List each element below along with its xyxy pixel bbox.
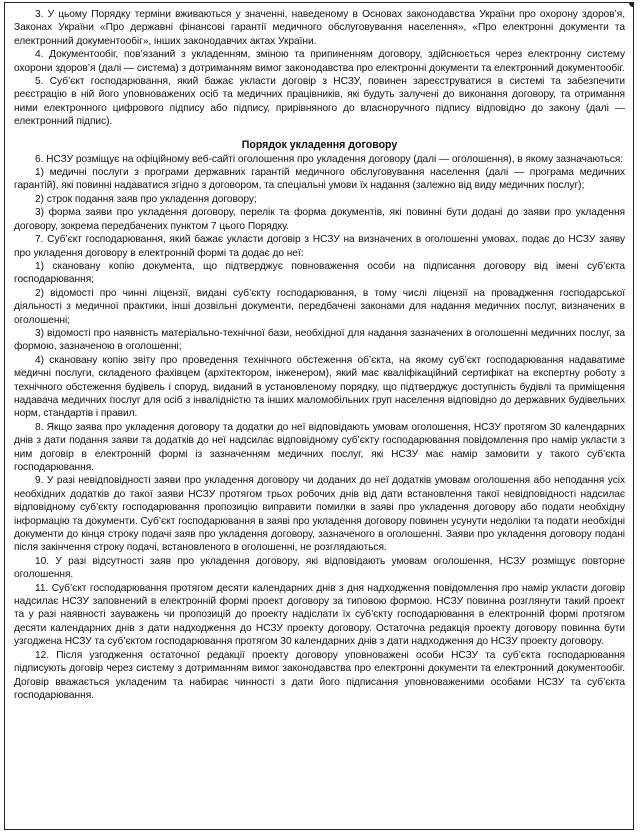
paragraph-6: 6. НСЗУ розміщує на офіційному веб-сайті оголошення про укладення договору (далі — оголошення), в якому зазначаються: [35, 153, 624, 165]
paragraph-9: 9. У разі невідповідності заяви про укладення договору чи доданих до неї додатків умовам оголошення або неподання усіх необхідних додатків до такої заяви НСЗУ протягом трьох робочих днів від дати встановлення такої невідповідності надсилає відповідному суб’єкту господарювання пропозицію виправити помилки в заяві про укладення договору або подати необхідну інформацію та документи. Суб’єкт господарювання в заяві про укладення договору повинен усунути недоліки та подати необхідні документи до кінця строку подачі заяв про укладення договору, зазначеного в оголошенні. Заяви про укладення договору подані після закінчення строку подачі, встановленого в оголошенні, не розглядаються. [14, 475, 625, 554]
paragraph-4: 4. Документообіг, пов’язаний з укладенням, зміною та припиненням договору, здійснюється через електронну систему охорони здоров’я (далі — система) з дотриманням вимог законодавства про електронні документи та електронний документообіг. [14, 49, 625, 74]
section-heading: Порядок укладення договору [241, 138, 398, 151]
paragraph-8: 8. Якщо заява про укладення договору та додатки до неї відповідають умовам оголошення, НСЗУ протягом 30 календарних днів з дати подання заяви та додатків до неї надсилає відповідному суб’єкту господарювання повідомлення про намір укласти з ним договір в електронній формі із зазначенням медичних послуг, які НСЗУ має намір замовити у такого суб’єкта господарювання. [14, 421, 625, 473]
paragraph-7-item-1: 1) скановану копію документа, що підтверджує повноваження особи на підписання договору від імені суб’єкта господарювання; [14, 260, 625, 286]
document-page [4, 2, 634, 830]
paragraph-6-item-2: 2) строк подання заяв про укладення договору; [35, 193, 257, 205]
paragraph-7-item-4: 4) скановану копію звіту про проведення технічного обстеження об’єкта, на якому суб’єкт господарювання надаватиме медичні послуги, складеного фахівцем (архітектором, інженером), який має кваліфікаційний сертифікат на експертну роботу з технічного обстеження будівель і споруд, виданий в установленому порядку, що підтверджує доступність будівлі та приміщення надавача медичних послуг для осіб з інвалідністю та інших маломобільних груп населення відповідно до державних будівельних норм, стандартів і правил. [14, 354, 625, 420]
corner-dot-icon [629, 2, 634, 7]
paragraph-12: 12. Після узгодження остаточної редакції проекту договору уповноважені особи НСЗУ та суб’єкта господарювання підписують договір через систему з дотриманням вимог законодавства про електронні документи та електронний документообіг. Договір вважається укладеним та набирає чинності з дати його підписання уповноваженими особами НСЗУ та суб’єкта господарювання. [14, 649, 625, 701]
paragraph-6-item-1: 1) медичні послуги з програми державних гарантій медичного обслуговування населення (далі — програма медичних гарантій), які повинні надаватися згідно з договором, та спеціальні умови їх надання (залежно від виду медичних послуг); [14, 167, 625, 192]
paragraph-3: 3. У цьому Порядку терміни вживаються у значенні, наведеному в Основах законодавства України про охорону здоров’я, Законах України «Про державні фінансові гарантії медичного обслуговування населення», «Про електронні документи та електронний документообіг», інших законодавчих актах України. [14, 9, 625, 47]
paragraph-7-item-2: 2) відомості про чинні ліцензії, видані суб’єкту господарювання, в тому числі ліцензії на провадження господарської діяльності з медичної практики, інші дозвільні документи, передбачені законами для надання медичних послуг, визначених в оголошенні; [14, 287, 625, 326]
paragraph-7-item-3: 3) відомості про наявність матеріально-технічної бази, необхідної для надання зазначених в оголошенні медичних послуг, за формою, зазначеною в оголошенні; [14, 327, 625, 353]
paragraph-10: 10. У разі відсутності заяв про укладення договору, які відповідають умовам оголошення, НСЗУ розміщує повторне оголошення. [14, 555, 625, 581]
paragraph-7: 7. Суб’єкт господарювання, який бажає укласти договір з НСЗУ на визначених в оголошенні умовах, подає до НСЗУ заяву про укладення договору в електронній формі та додає до неї: [14, 234, 625, 259]
paragraph-6-item-3: 3) форма заяви про укладення договору, перелік та форма документів, які повинні бути додані до заяви про укладення договору, зокрема передбачених пунктом 7 цього Порядку. [14, 207, 625, 232]
paragraph-11: 11. Суб’єкт господарювання протягом десяти календарних днів з дня надходження повідомлення про намір укласти договір надсилає НСЗУ заповнений в електронній формі проект договору за типовою формою. НСЗУ повинна розглянути такий проект та у разі наявності зауважень чи пропозицій до проекту надіслати їх суб’єкту господарювання в електронній формі протягом десяти календарних днів з дати надходження до НСЗУ проекту договору. Остаточна редакція проекту договору повинна бути узгоджена НСЗУ та суб’єктом господарювання протягом 30 календарних днів з дати надходження до НСЗУ проекту договору. [14, 582, 625, 648]
paragraph-5: 5. Суб’єкт господарювання, який бажає укласти договір з НСЗУ, повинен зареєструватися в системі та забезпечити реєстрацію в ній його уповноважених осіб та медичних працівників, які будуть залучені до виконання договору, та отримання ними електронного цифрового підпису або підпису, прирівняного до власноручного підпису відповідно до закону (далі — електронний підпис). [14, 76, 625, 128]
